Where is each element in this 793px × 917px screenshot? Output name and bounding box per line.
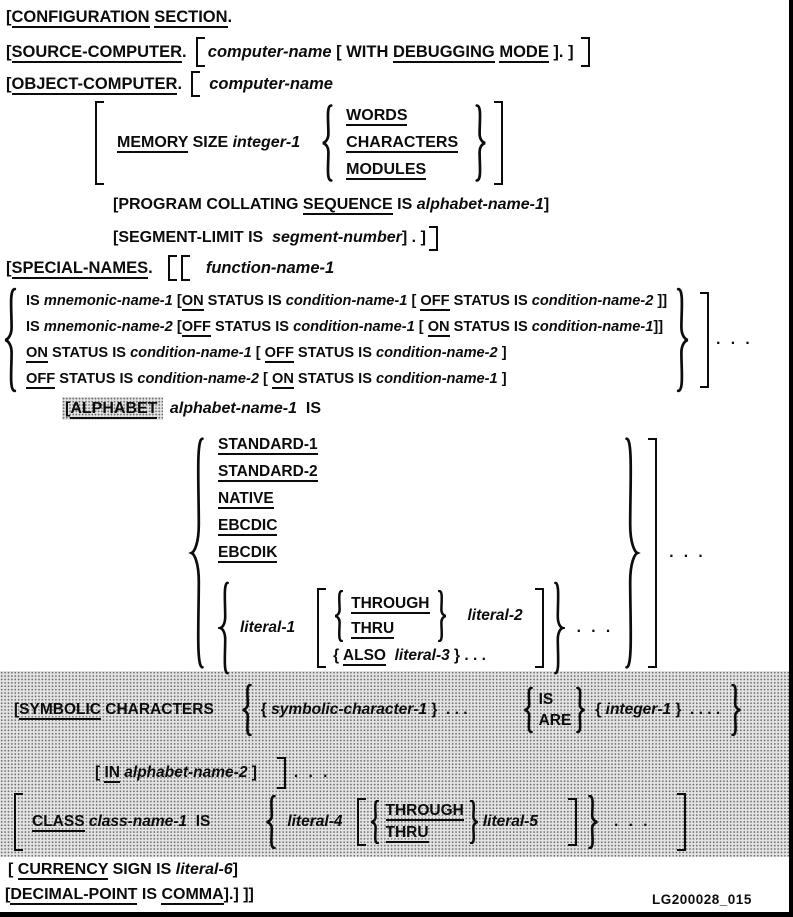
syntax-token: CURRENCY <box>17 861 109 878</box>
left-brace <box>522 687 534 733</box>
keyword-is <box>539 691 554 708</box>
status-clause-alternatives <box>26 288 667 392</box>
syntax-token: CONFIGURATION <box>11 8 150 26</box>
syntax-token: alphabet-name-2 <box>124 764 248 781</box>
left-bracket <box>317 588 326 668</box>
left-bracket <box>95 101 104 185</box>
syntax-token: { <box>595 701 606 718</box>
syntax-token: ]. ] <box>548 42 574 61</box>
syntax-token: [ <box>251 345 265 361</box>
memory-size-label <box>117 134 300 152</box>
syntax-token: THROUGH <box>351 595 430 612</box>
syntax-token: [ <box>95 764 105 781</box>
option-standard-2 <box>218 463 318 481</box>
symbolic-character-operand <box>261 701 468 719</box>
syntax-token: CHARACTERS <box>100 701 214 718</box>
syntax-token: DECIMAL-POINT <box>10 886 138 903</box>
syntax-token: literal-4 <box>287 813 343 830</box>
syntax-token: OFF <box>26 371 56 387</box>
syntax-line-source-computer <box>6 36 590 68</box>
left-brace <box>320 104 334 182</box>
status-clause-2 <box>26 319 663 335</box>
syntax-token: . <box>148 258 162 277</box>
right-bracket <box>581 37 590 67</box>
syntax-token: IS <box>26 293 44 309</box>
right-bracket <box>700 292 709 388</box>
syntax-line-segment-limit <box>113 224 438 252</box>
syntax-token: [ <box>6 74 12 93</box>
syntax-token: IS <box>538 691 554 708</box>
decimal-point-text <box>5 886 254 904</box>
syntax-token: integer-1 <box>605 701 672 718</box>
syntax-token: [PROGRAM COLLATING <box>113 196 303 213</box>
keyword-through <box>386 802 464 821</box>
syntax-token: function-name-1 <box>205 258 335 277</box>
keyword-through <box>351 595 429 614</box>
syntax-token: } . . . <box>449 647 486 664</box>
right-brace <box>587 795 600 849</box>
syntax-token: [ <box>414 319 428 335</box>
left-brace <box>240 684 253 736</box>
syntax-token: . <box>182 42 196 61</box>
configuration-section-text <box>6 8 232 27</box>
syntax-line-special-names <box>6 254 334 282</box>
syntax-token: condition-name-2 <box>376 345 498 361</box>
syntax-token: ] <box>497 371 507 387</box>
object-computer-keyword <box>6 75 191 94</box>
left-brace <box>369 800 380 844</box>
syntax-token: condition-name-1 <box>531 319 654 335</box>
left-bracket <box>357 798 366 846</box>
syntax-token: SEQUENCE <box>302 196 393 213</box>
syntax-token: IS <box>137 886 162 903</box>
syntax-token: MODULES <box>346 161 427 178</box>
literal-4-operand <box>287 813 342 831</box>
right-brace <box>437 590 448 642</box>
alphabet-alternatives <box>218 432 613 675</box>
syntax-token: symbolic-character-1 <box>271 701 428 718</box>
syntax-token: SECTION <box>154 8 228 26</box>
right-bracket <box>568 798 577 846</box>
syntax-token: [ <box>6 8 12 26</box>
syntax-group-memory-size <box>95 100 503 186</box>
left-bracket <box>196 37 205 67</box>
syntax-token: STATUS IS <box>293 345 377 361</box>
syntax-token: mnemonic-name-2 <box>43 319 173 335</box>
syntax-token: [SEGMENT-LIMIT IS <box>113 229 273 246</box>
syntax-token: SPECIAL-NAMES <box>11 258 149 277</box>
syntax-token: STATUS IS <box>449 319 532 335</box>
syntax-token: ON <box>427 319 450 335</box>
literal-1-operand <box>240 619 295 637</box>
syntax-token: alphabet-name-1 <box>416 196 544 213</box>
left-bracket <box>168 255 177 281</box>
alphabet-keyword-highlighted <box>62 397 163 420</box>
program-collating-text <box>113 196 549 214</box>
syntax-token: [ <box>258 371 272 387</box>
syntax-token: [ <box>172 293 182 309</box>
also-alternative <box>333 647 486 666</box>
syntax-token: [ <box>14 701 20 718</box>
syntax-token: ]] <box>653 293 668 309</box>
syntax-token: CLASS <box>32 813 85 830</box>
syntax-token: literal-2 <box>467 607 523 624</box>
segment-limit-text <box>113 229 426 247</box>
syntax-token: IS <box>26 319 44 335</box>
ellipsis: . . . <box>293 764 331 781</box>
class-keyword <box>32 813 210 831</box>
memory-unit-options <box>346 103 458 184</box>
range-alternatives <box>333 590 523 665</box>
left-brace <box>264 795 277 849</box>
syntax-token: [ WITH <box>331 42 393 61</box>
function-name-operand <box>206 259 334 278</box>
option-modules <box>346 161 426 179</box>
syntax-token: STATUS IS <box>210 319 294 335</box>
right-brace <box>730 684 743 736</box>
syntax-token: condition-name-1 <box>293 319 415 335</box>
syntax-token: . <box>227 8 233 26</box>
syntax-token: } . . . <box>427 701 468 718</box>
syntax-token: SIZE <box>188 134 233 151</box>
syntax-token: STANDARD-2 <box>218 463 318 480</box>
currency-sign-text <box>8 861 238 879</box>
syntax-token: MEMORY <box>117 134 189 151</box>
left-brace <box>218 581 230 675</box>
special-names-keyword <box>6 259 162 278</box>
syntax-token: OBJECT-COMPUTER <box>11 74 178 93</box>
left-brace <box>333 590 344 642</box>
literal-2-operand <box>468 607 523 625</box>
syntax-token: [ <box>65 400 71 417</box>
syntax-token: DEBUGGING <box>392 42 495 61</box>
syntax-line-symbolic-characters <box>14 682 743 738</box>
syntax-token: condition-name-1 <box>285 293 408 309</box>
integer-operand <box>595 701 720 719</box>
syntax-token: OFF <box>420 293 450 309</box>
syntax-token: STATUS IS <box>47 345 131 361</box>
syntax-token: . <box>177 74 192 93</box>
syntax-token: [ <box>407 293 421 309</box>
syntax-token: EBCDIK <box>218 544 278 561</box>
computer-name-operand <box>209 75 333 94</box>
syntax-token: ] <box>543 196 550 213</box>
syntax-line-decimal-point <box>5 886 254 904</box>
syntax-token: [ <box>6 42 12 61</box>
syntax-token: ON <box>181 293 204 309</box>
syntax-token: condition-name-2 <box>137 371 259 387</box>
syntax-token: { <box>333 647 343 664</box>
option-words <box>346 107 407 125</box>
figure-id: LG200028_015 <box>652 892 752 907</box>
right-brace <box>575 687 587 733</box>
syntax-token: OFF <box>264 345 294 361</box>
syntax-token: literal-3 <box>394 647 450 664</box>
syntax-token: EBCDIC <box>218 517 278 534</box>
ellipsis: . . . <box>716 331 753 348</box>
syntax-token: IN <box>104 764 120 781</box>
left-bracket <box>181 255 190 281</box>
status-clause-3 <box>26 345 507 361</box>
right-bracket <box>494 101 503 185</box>
syntax-token: computer-name <box>207 42 332 61</box>
is-are-alternatives <box>539 689 572 731</box>
syntax-token: SIGN IS <box>108 861 176 878</box>
syntax-token: OFF <box>181 319 211 335</box>
syntax-token: CHARACTERS <box>346 134 459 151</box>
syntax-token: THRU <box>385 824 429 841</box>
right-bracket <box>429 226 438 251</box>
literal-5-operand <box>483 813 538 831</box>
syntax-token: STATUS IS <box>293 371 377 387</box>
right-bracket <box>677 793 686 851</box>
keyword-thru <box>351 620 394 639</box>
syntax-token: [ <box>172 319 182 335</box>
syntax-token <box>386 647 395 664</box>
right-brace <box>469 800 480 844</box>
ellipsis: . . . <box>576 618 614 636</box>
syntax-token: class-name-1 <box>88 813 188 830</box>
class-range-alternatives <box>386 800 464 844</box>
syntax-line-alphabet <box>62 397 321 420</box>
syntax-token: SOURCE-COMPUTER <box>11 42 183 61</box>
syntax-token: segment-number <box>272 229 402 246</box>
syntax-line-object-computer <box>6 70 333 98</box>
keyword-are <box>539 712 572 729</box>
keyword-thru <box>386 824 429 843</box>
syntax-token: STATUS IS <box>449 293 532 309</box>
ellipsis: . . . <box>669 544 706 561</box>
syntax-line-configuration-section <box>6 8 232 27</box>
syntax-token: computer-name <box>209 74 333 93</box>
left-bracket <box>191 71 200 97</box>
option-standard-1 <box>218 436 318 454</box>
right-bracket <box>648 438 657 668</box>
syntax-token: } . . . . <box>671 701 721 718</box>
syntax-token: [ <box>6 258 12 277</box>
syntax-token: ]] <box>653 319 664 335</box>
syntax-token: STATUS IS <box>55 371 138 387</box>
figure-id-caption <box>652 892 752 907</box>
syntax-token: literal-5 <box>482 813 538 830</box>
syntax-token: condition-name-1 <box>130 345 252 361</box>
syntax-token: THRU <box>351 620 395 637</box>
alphabet-operands <box>165 400 321 418</box>
left-brace <box>188 434 206 672</box>
syntax-token: condition-name-1 <box>376 371 498 387</box>
syntax-token: WORDS <box>346 107 408 124</box>
right-brace <box>623 434 641 672</box>
syntax-group-status-clauses <box>2 285 753 395</box>
right-brace <box>675 287 691 393</box>
syntax-token: ALPHABET <box>70 400 158 417</box>
syntax-token: ARE <box>538 712 572 729</box>
syntax-token: COMMA <box>161 886 224 903</box>
syntax-group-literal-range <box>218 581 613 675</box>
right-brace <box>553 581 565 675</box>
syntax-token: alphabet-name-1 <box>169 399 298 417</box>
right-brace <box>474 104 488 182</box>
option-ebcdic <box>218 517 277 535</box>
syntax-token: NATIVE <box>218 490 274 507</box>
source-computer-keyword <box>6 43 196 62</box>
syntax-token: mnemonic-name-1 <box>43 293 173 309</box>
syntax-token: ON <box>26 345 48 361</box>
left-bracket <box>14 793 23 851</box>
syntax-token: integer-1 <box>232 134 301 151</box>
ellipsis: . . . <box>614 813 651 830</box>
syntax-token: ] <box>247 764 257 781</box>
status-clause-1 <box>26 293 667 309</box>
syntax-token: IS <box>392 196 417 213</box>
syntax-token: MODE <box>499 42 549 61</box>
syntax-token: ALSO <box>342 647 386 664</box>
syntax-token: ] . ] <box>401 229 426 246</box>
syntax-token: ] <box>497 345 507 361</box>
right-bracket <box>277 757 286 789</box>
syntax-line-in-alphabet <box>95 755 330 791</box>
left-brace <box>2 287 18 393</box>
syntax-token: ] <box>232 861 238 878</box>
syntax-token: literal-1 <box>240 618 296 636</box>
through-alternative <box>333 590 523 642</box>
syntax-token: STATUS IS <box>203 293 286 309</box>
syntax-token: condition-name-2 <box>531 293 654 309</box>
syntax-line-class <box>14 792 686 852</box>
syntax-token: IS <box>297 399 322 417</box>
syntax-group-alphabet-options <box>188 428 706 678</box>
syntax-token: SYMBOLIC <box>19 701 101 718</box>
syntax-line-currency-sign <box>8 861 238 879</box>
syntax-token: THROUGH <box>385 802 464 819</box>
in-alphabet-text <box>95 764 257 782</box>
option-ebcdik <box>218 544 277 562</box>
syntax-token: IS <box>187 813 211 830</box>
option-native <box>218 490 274 508</box>
syntax-token: ON <box>271 371 294 387</box>
syntax-token: STANDARD-1 <box>218 436 318 453</box>
syntax-token: [ <box>8 861 18 878</box>
status-clause-4 <box>26 371 507 387</box>
syntax-line-program-collating <box>113 196 549 214</box>
syntax-token: [ <box>5 886 11 903</box>
syntax-token: { <box>260 701 272 718</box>
right-bracket <box>535 588 544 668</box>
source-computer-body <box>208 43 574 62</box>
syntax-token: literal-6 <box>175 861 233 878</box>
option-characters <box>346 134 458 152</box>
symbolic-characters-keyword <box>14 701 214 719</box>
syntax-token: ].] ]] <box>223 886 254 903</box>
